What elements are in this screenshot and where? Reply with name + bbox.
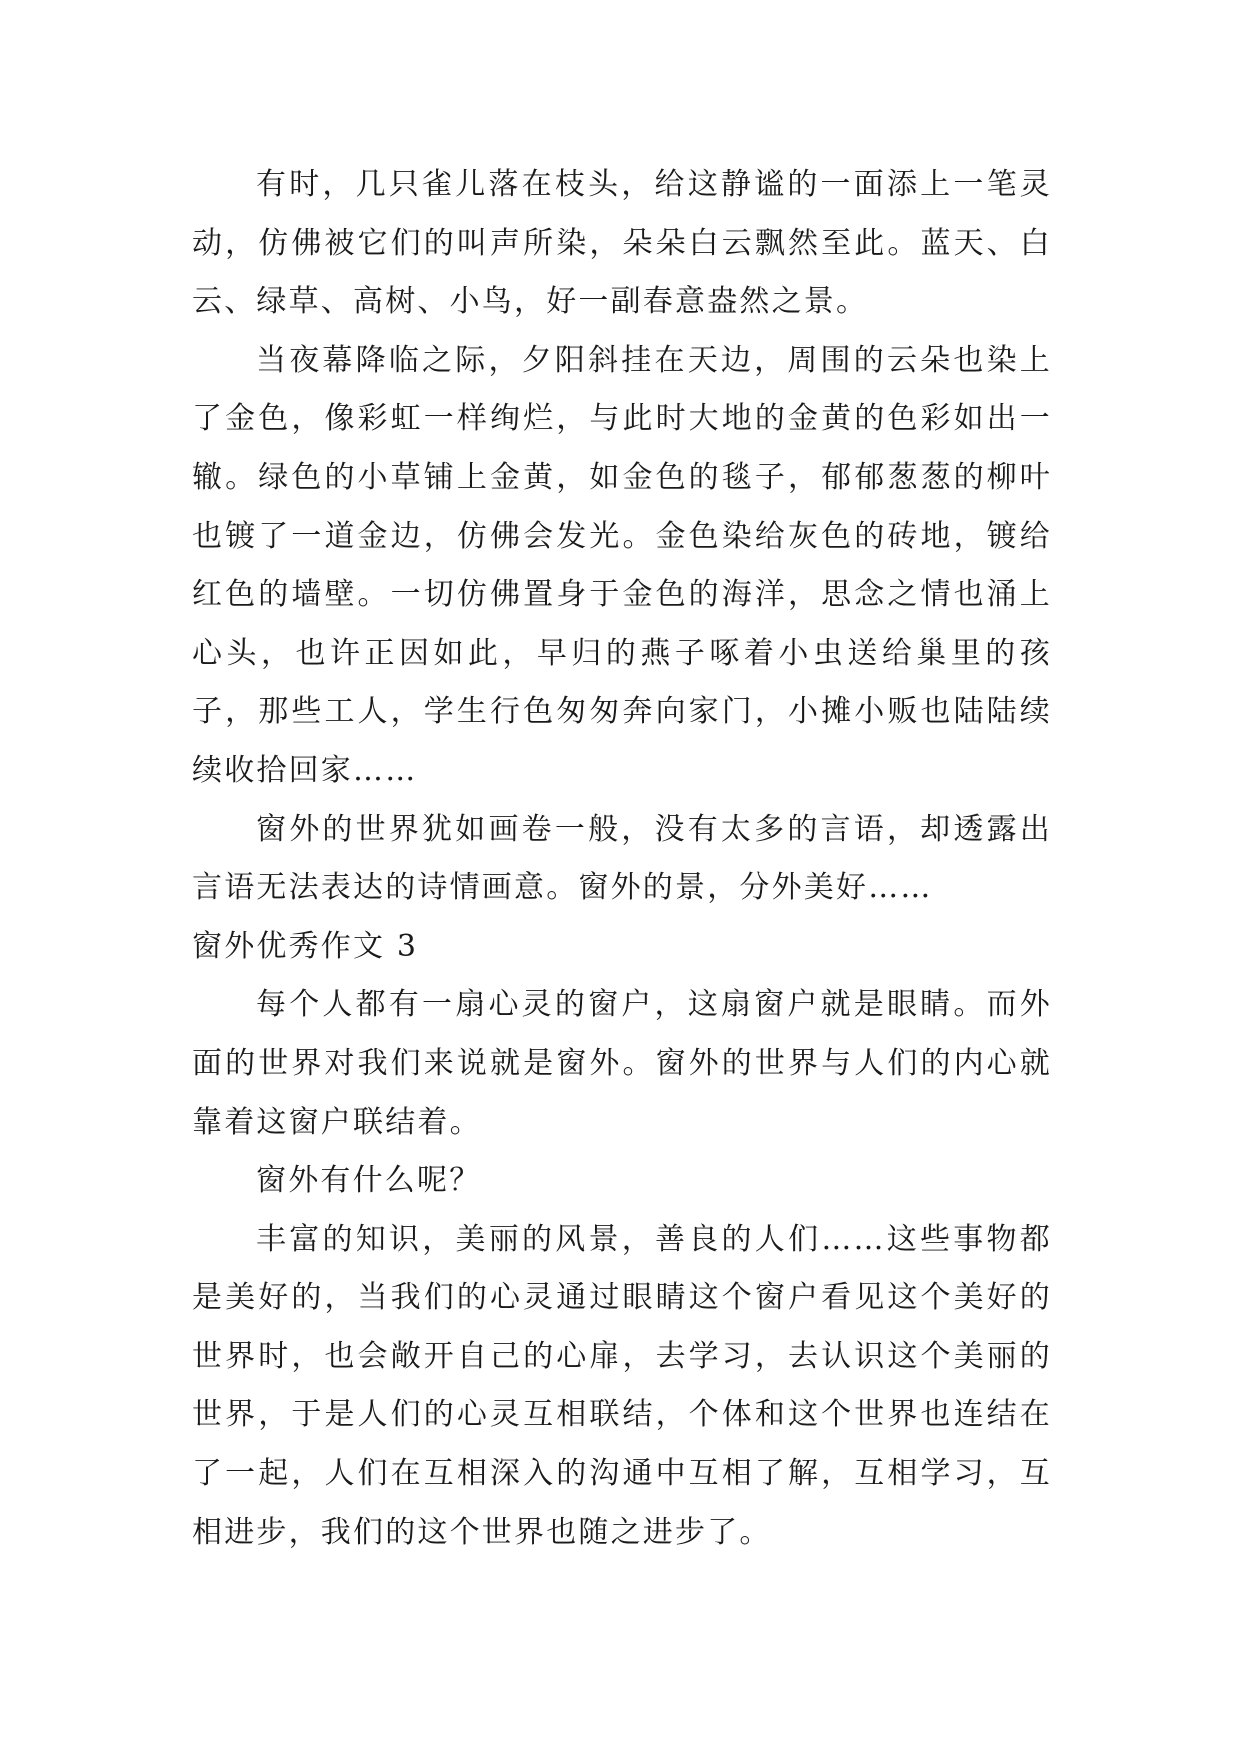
paragraph-window-of-soul: 每个人都有一扇心灵的窗户，这扇窗户就是眼睛。而外面的世界对我们来说就是窗外。窗外的世界与人们的内心就靠着这窗户联结着。 (192, 987, 1052, 1140)
paragraph-dusk: 当夜幕降临之际，夕阳斜挂在天边，周围的云朵也染上了金色，像彩虹一样绚烂，与此时大地的金黄的色彩如出一辙。绿色的小草铺上金黄，如金色的毯子，郁郁葱葱的柳叶也镀了一道金边，仿佛会发光。金色染给灰色的砖地，镀给红色的墙壁。一切仿佛置身于金色的海洋，思念之情也涌上心头，也许正因如此，早归的燕子啄着小虫送给巢里的孩子，那些工人，学生行色匆匆奔向家门，小摊小贩也陆陆续续收拾回家…… (192, 342, 1052, 788)
paragraph-sparrows: 有时，几只雀儿落在枝头，给这静谧的一面添上一笔灵动，仿佛被它们的叫声所染，朵朵白云飘然至此。蓝天、白云、绿草、高树、小鸟，好一副春意盎然之景。 (192, 167, 1052, 320)
paragraph-rich-knowledge: 丰富的知识，美丽的风景，善良的人们……这些事物都是美好的，当我们的心灵通过眼睛这个窗户看见这个美好的世界时，也会敞开自己的心扉，去学习，去认识这个美丽的世界，于是人们的心灵互相联结，个体和这个世界也连结在了一起，人们在互相深入的沟通中互相了解，互相学习，互相进步，我们的这个世界也随之进步了。 (192, 1221, 1052, 1550)
section-heading: 窗外优秀作文 3 (192, 928, 419, 964)
paragraph-scroll-painting: 窗外的世界犹如画卷一般，没有太多的言语，却透露出言语无法表达的诗情画意。窗外的景，分外美好…… (192, 811, 1052, 906)
paragraph-question: 窗外有什么呢？ (256, 1163, 482, 1199)
document-page (192, 156, 1052, 1562)
